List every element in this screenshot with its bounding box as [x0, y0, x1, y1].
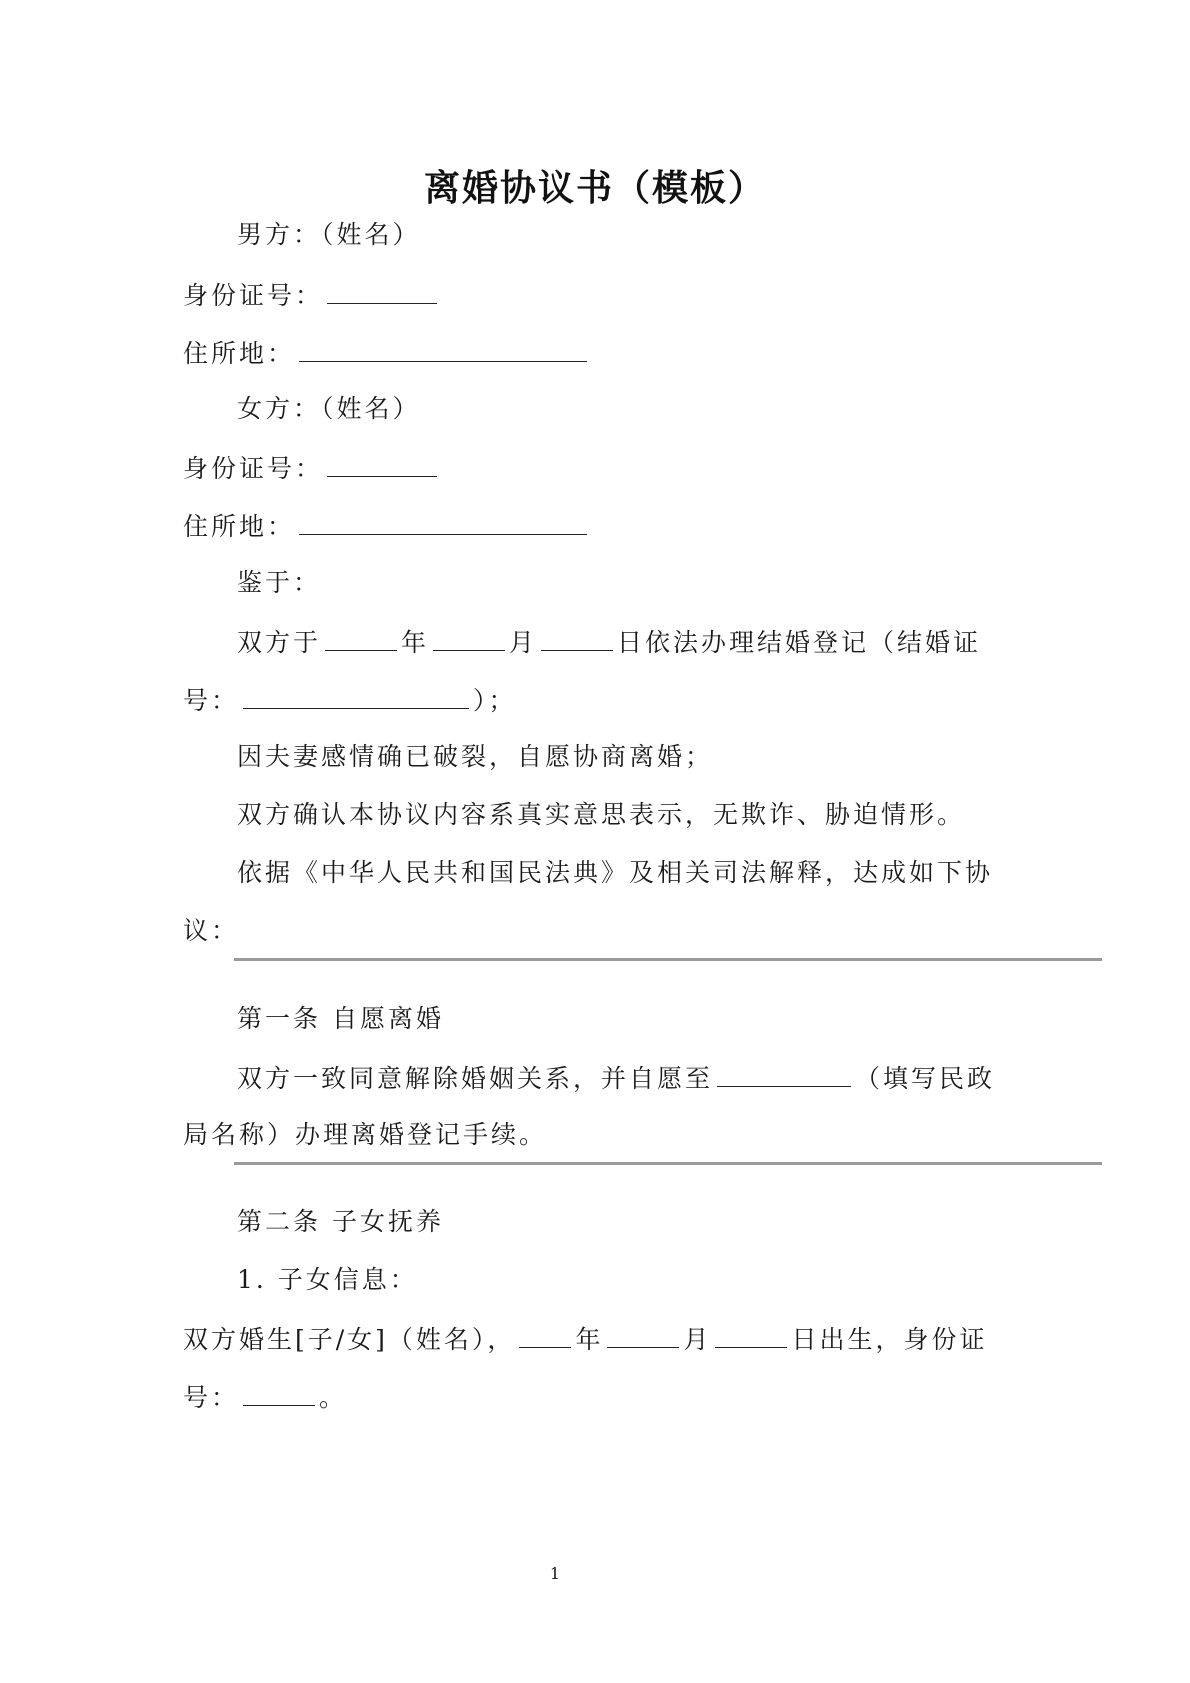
female-id-row — [183, 450, 441, 486]
child-month-label: 月 — [683, 1325, 712, 1354]
female-id-blank[interactable] — [327, 450, 437, 477]
child-info-label: 1. 子女信息： — [237, 1265, 418, 1294]
whereas-label: 鉴于： — [237, 568, 322, 597]
male-id-row — [183, 277, 441, 313]
male-address-label: 住所地： — [183, 339, 296, 368]
child-day-blank[interactable] — [715, 1321, 787, 1348]
reason-text: 因夫妻感情确已破裂，自愿协商离婚； — [237, 742, 714, 771]
child-birth-row — [183, 1321, 987, 1357]
marriage-day-blank[interactable] — [541, 624, 613, 651]
female-id-label: 身份证号： — [183, 454, 324, 483]
article1-line1 — [237, 1060, 995, 1096]
child-prefix: 双方婚生[子/女]（姓名）， — [183, 1325, 516, 1354]
child-id-row — [183, 1379, 347, 1415]
marriage-cert-label: 号： — [183, 686, 240, 715]
child-year-label: 年 — [575, 1325, 604, 1354]
basis-text-line2: 议： — [183, 916, 240, 945]
marriage-date-row — [237, 624, 981, 660]
marriage-cert-row — [183, 682, 517, 718]
basis-text-line1: 依据《中华人民共和国民法典》及相关司法解释，达成如下协 — [237, 858, 994, 887]
confirm-text: 双方确认本协议内容系真实意思表示，无欺诈、胁迫情形。 — [237, 800, 966, 829]
child-id-blank[interactable] — [243, 1379, 315, 1406]
article1-line1-suffix: （填写民政 — [855, 1064, 996, 1093]
child-year-blank[interactable] — [519, 1321, 571, 1348]
male-address-blank[interactable] — [299, 335, 587, 362]
article1-heading: 第一条 自愿离婚 — [237, 1004, 444, 1033]
marriage-cert-blank[interactable] — [243, 682, 469, 709]
section-divider — [234, 1162, 1102, 1165]
marriage-year-blank[interactable] — [325, 624, 397, 651]
male-id-blank[interactable] — [327, 277, 437, 304]
page-number: 1 — [549, 1564, 561, 1583]
child-id-end: 。 — [319, 1383, 348, 1412]
child-id-label: 号： — [183, 1383, 240, 1412]
marriage-prefix: 双方于 — [237, 628, 322, 657]
article1-line2: 局名称）办理离婚登记手续。 — [183, 1120, 548, 1149]
marriage-suffix: 日依法办理结婚登记（结婚证 — [617, 628, 982, 657]
female-address-blank[interactable] — [299, 508, 587, 535]
civil-affairs-bureau-blank[interactable] — [717, 1060, 851, 1087]
document-title: 离婚协议书（模板） — [423, 168, 766, 209]
marriage-year-label: 年 — [401, 628, 430, 657]
male-party-label: 男方：（姓名） — [237, 220, 421, 249]
male-id-label: 身份证号： — [183, 281, 324, 310]
section-divider — [234, 958, 1102, 961]
child-suffix: 日出生，身份证 — [791, 1325, 988, 1354]
male-address-row — [183, 335, 591, 371]
marriage-month-label: 月 — [509, 628, 538, 657]
marriage-month-blank[interactable] — [433, 624, 505, 651]
article2-heading: 第二条 子女抚养 — [237, 1207, 444, 1236]
article1-line1-prefix: 双方一致同意解除婚姻关系，并自愿至 — [237, 1064, 714, 1093]
female-party-label: 女方：（姓名） — [237, 394, 421, 423]
female-address-row — [183, 508, 591, 544]
marriage-cert-end: ）； — [473, 686, 517, 715]
female-address-label: 住所地： — [183, 512, 296, 541]
child-month-blank[interactable] — [607, 1321, 679, 1348]
